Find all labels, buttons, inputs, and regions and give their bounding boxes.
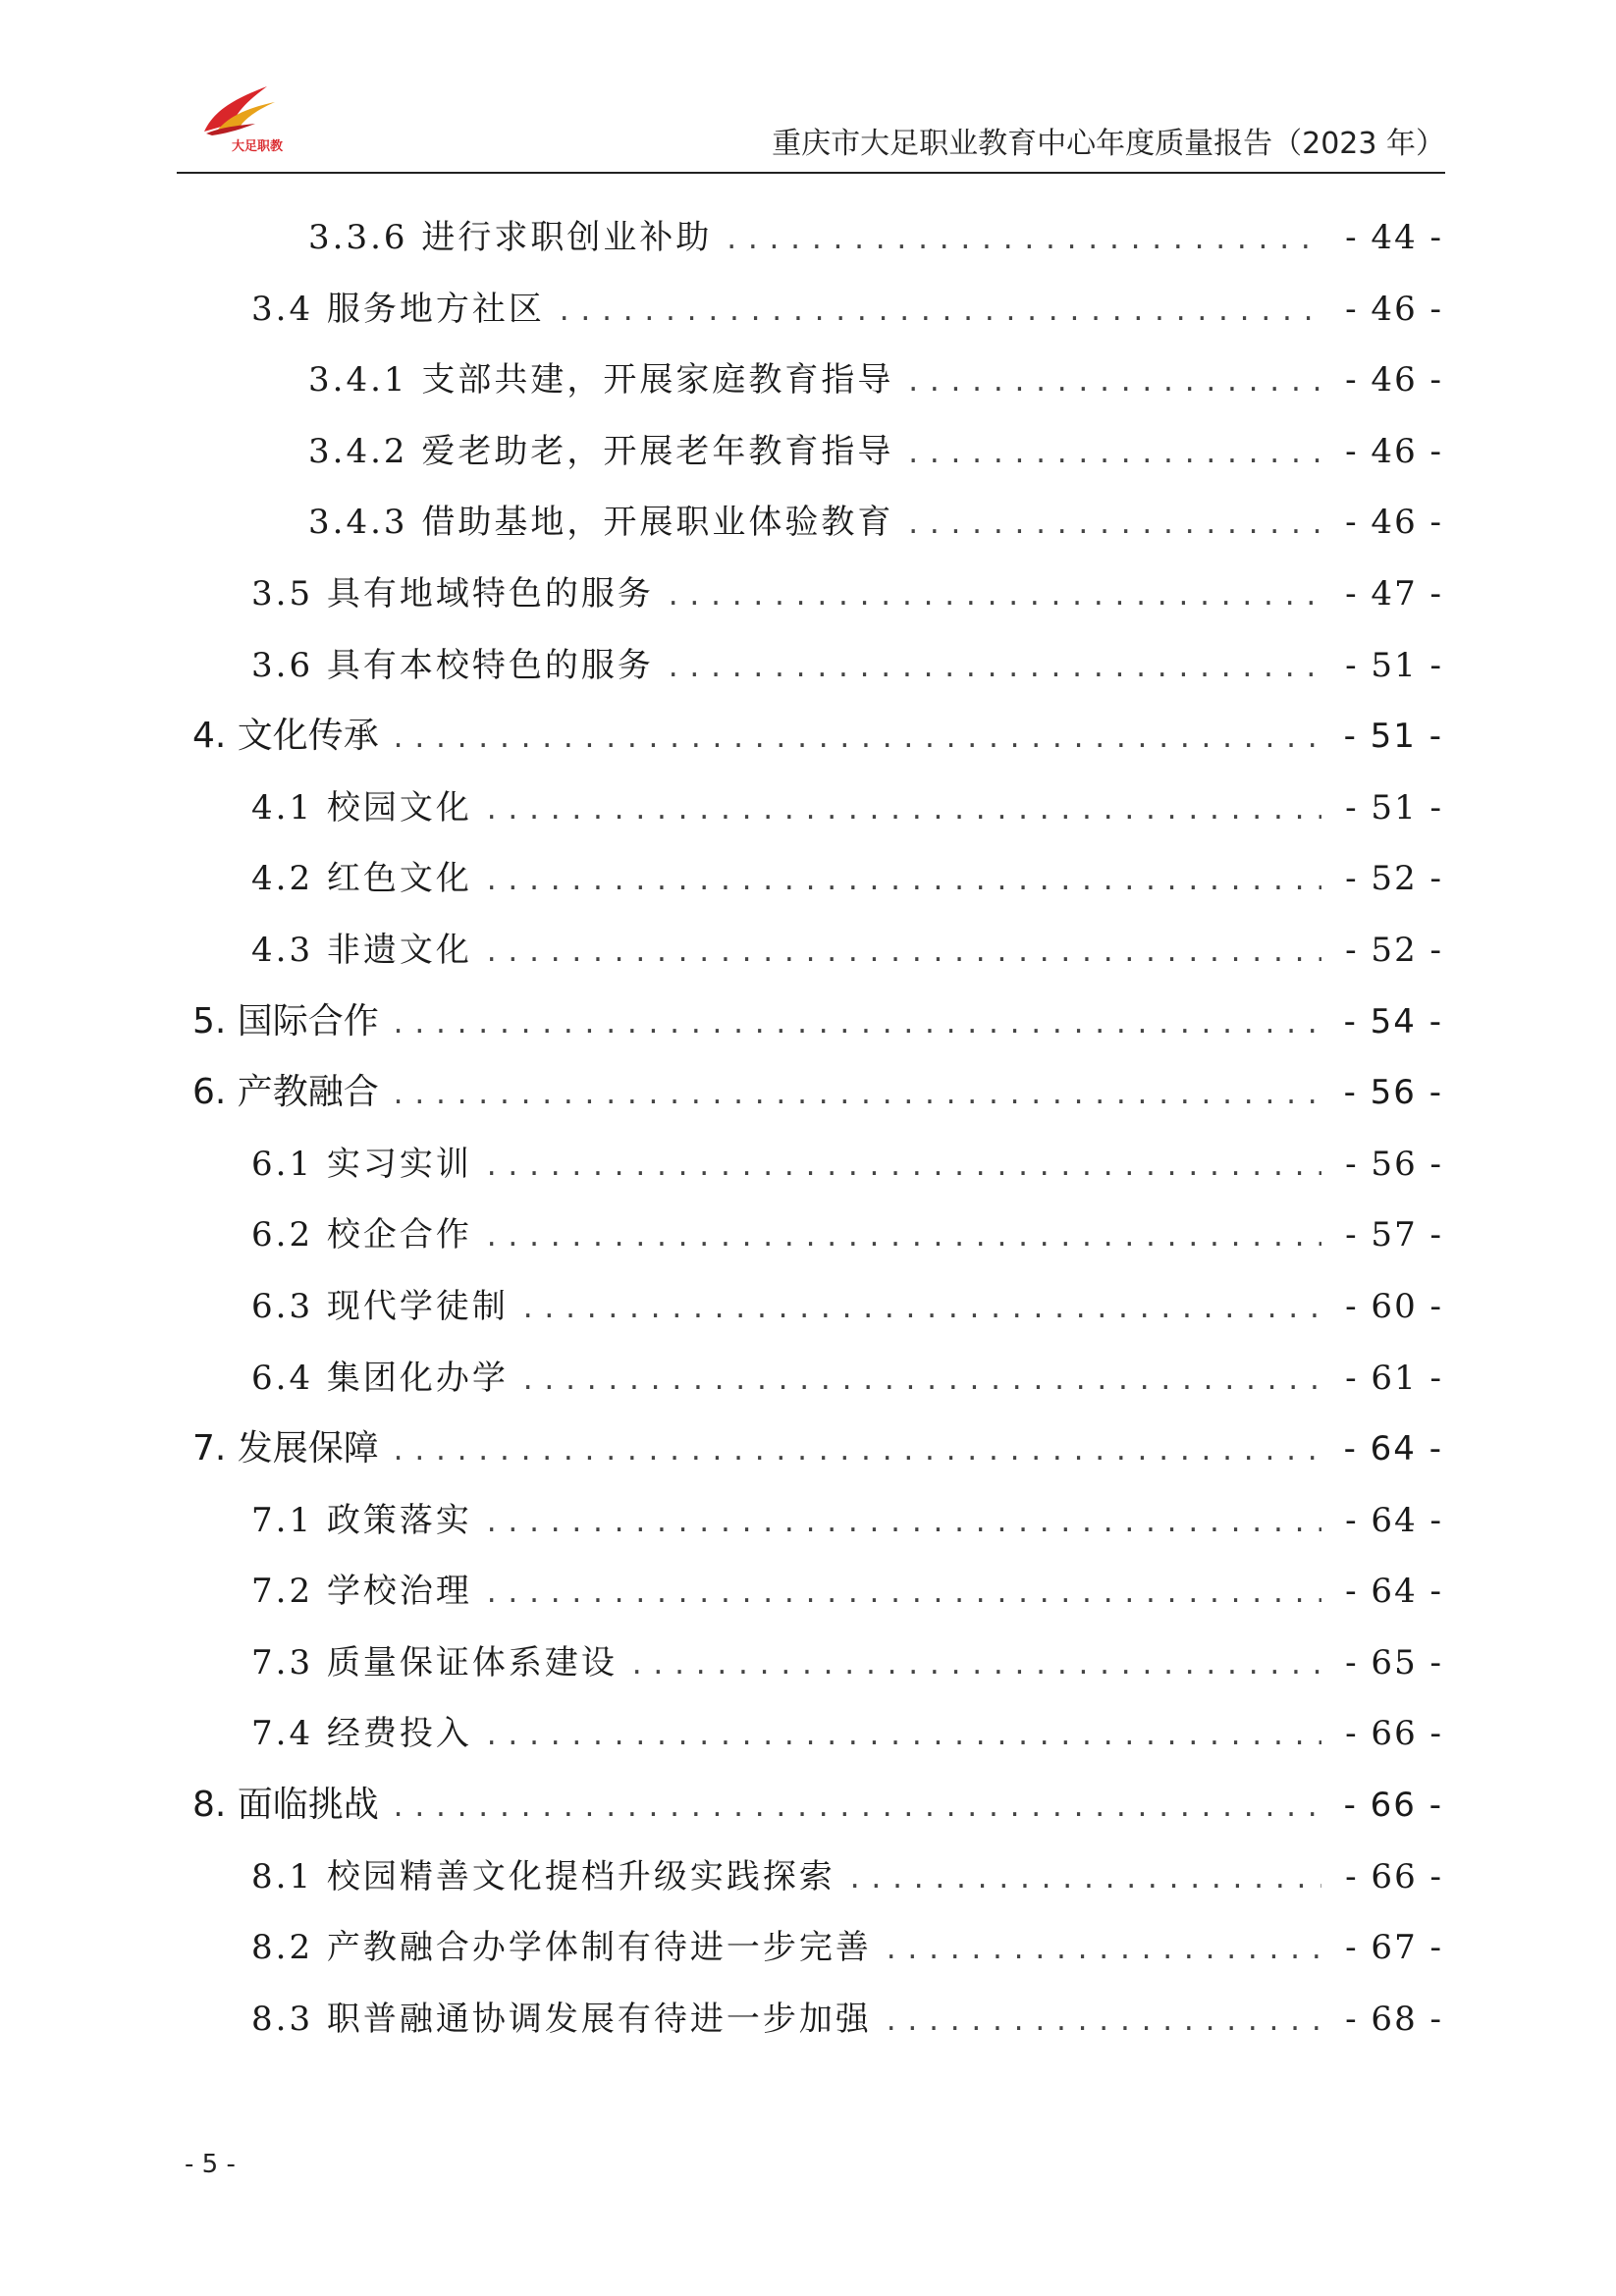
toc-entry-page: - 52 - <box>1345 930 1443 970</box>
toc-dot-leader <box>391 1060 1321 1132</box>
toc-entry[interactable] <box>187 1271 1443 1343</box>
toc-dot-leader <box>484 1202 1321 1274</box>
toc-entry[interactable] <box>187 1770 1443 1842</box>
toc-entry-page: - 46 - <box>1345 289 1443 329</box>
toc-entry[interactable] <box>187 1057 1443 1129</box>
toc-dot-leader <box>905 347 1321 419</box>
toc-dot-leader <box>666 561 1321 633</box>
toc-entry-page: - 64 - <box>1345 1500 1443 1540</box>
toc-entry-label: 4.2 红色文化 <box>251 859 472 899</box>
toc-entry-page: - 56 - <box>1345 1144 1443 1184</box>
toc-entry-label: 6. 产教融合 <box>192 1072 379 1113</box>
toc-dot-leader <box>484 846 1321 918</box>
toc-entry-label: 6.3 现代学徒制 <box>251 1286 509 1326</box>
toc-dot-leader <box>520 1274 1321 1346</box>
toc-entry[interactable] <box>187 915 1443 987</box>
toc-entry-page: - 66 - <box>1345 1856 1443 1896</box>
toc-dot-leader <box>557 277 1321 348</box>
toc-entry[interactable] <box>187 1912 1443 1984</box>
toc-entry[interactable] <box>187 701 1443 773</box>
toc-entry-label: 7.3 质量保证体系建设 <box>251 1642 618 1682</box>
toc-entry-label: 3.4 服务地方社区 <box>251 289 545 329</box>
toc-dot-leader <box>484 918 1321 989</box>
toc-entry[interactable] <box>187 1414 1443 1485</box>
toc-entry-page: - 57 - <box>1345 1215 1443 1255</box>
toc-dot-leader <box>484 1488 1321 1560</box>
toc-entry[interactable] <box>187 1698 1443 1770</box>
toc-entry-page: - 66 - <box>1345 1714 1443 1754</box>
toc-entry[interactable] <box>187 274 1443 346</box>
toc-dot-leader <box>391 704 1321 775</box>
toc-entry-page: - 46 - <box>1345 431 1443 471</box>
toc-entry-label: 6.4 集团化办学 <box>251 1358 509 1398</box>
toc-entry-label: 4. 文化传承 <box>192 716 379 757</box>
toc-dot-leader <box>391 989 1321 1061</box>
toc-entry[interactable] <box>187 1343 1443 1415</box>
toc-dot-leader <box>484 1701 1321 1773</box>
toc-dot-leader <box>484 775 1321 847</box>
toc-entry[interactable] <box>187 1556 1443 1628</box>
toc-dot-leader <box>666 633 1321 705</box>
toc-entry-page: - 68 - <box>1345 1999 1443 2039</box>
toc-entry-label: 6.1 实习实训 <box>251 1144 472 1184</box>
toc-entry-page: - 52 - <box>1345 859 1443 899</box>
toc-entry-label: 7.1 政策落实 <box>251 1500 472 1540</box>
toc-entry-label: 3.4.2 爱老助老，开展老年教育指导 <box>308 431 894 471</box>
toc-entry[interactable] <box>187 1628 1443 1699</box>
toc-entry-page: - 64 - <box>1343 1429 1443 1469</box>
toc-entry[interactable] <box>187 559 1443 630</box>
toc-entry[interactable] <box>187 1129 1443 1201</box>
toc-entry[interactable] <box>187 843 1443 915</box>
toc-entry-page: - 46 - <box>1345 503 1443 543</box>
toc-entry-page: - 47 - <box>1345 573 1443 614</box>
toc-entry-page: - 51 - <box>1345 645 1443 685</box>
toc-entry-page: - 54 - <box>1343 1001 1443 1041</box>
toc-dot-leader <box>391 1416 1321 1488</box>
phoenix-logo-icon <box>196 80 285 139</box>
toc-entry-label: 3.3.6 进行求职创业补助 <box>308 218 713 257</box>
toc-entry-label: 3.4.1 支部共建，开展家庭教育指导 <box>308 360 894 400</box>
toc-entry[interactable] <box>187 987 1443 1058</box>
toc-entry-page: - 61 - <box>1345 1358 1443 1398</box>
toc-entry-label: 3.4.3 借助基地，开展职业体验教育 <box>308 503 894 543</box>
toc-entry-page: - 60 - <box>1345 1286 1443 1326</box>
toc-entry-label: 6.2 校企合作 <box>251 1215 472 1255</box>
page-header <box>177 69 1445 174</box>
report-title: 重庆市大足职业教育中心年度质量报告（2023 年） <box>772 127 1445 161</box>
toc-entry-label: 4.1 校园文化 <box>251 787 472 828</box>
school-logo <box>196 80 285 159</box>
toc-entry-page: - 46 - <box>1345 360 1443 400</box>
toc-dot-leader <box>724 205 1321 277</box>
toc-entry-label: 7. 发展保障 <box>192 1428 379 1469</box>
toc-entry[interactable] <box>187 416 1443 488</box>
toc-dot-leader <box>905 490 1321 561</box>
logo-text: 大足职教 <box>232 139 284 154</box>
toc-dot-leader <box>884 1987 1321 2058</box>
toc-entry-label: 4.3 非遗文化 <box>251 930 472 970</box>
toc-entry[interactable] <box>187 345 1443 416</box>
toc-dot-leader <box>847 1844 1321 1916</box>
toc-entry-label: 5. 国际合作 <box>192 1000 379 1041</box>
toc-entry[interactable] <box>187 487 1443 559</box>
toc-entry-page: - 51 - <box>1345 787 1443 828</box>
toc-entry-label: 3.5 具有地域特色的服务 <box>251 573 654 614</box>
toc-entry[interactable] <box>187 630 1443 702</box>
toc-entry-page: - 66 - <box>1343 1786 1443 1826</box>
toc-entry-label: 8.2 产教融合办学体制有待进一步完善 <box>251 1928 872 1968</box>
toc-entry[interactable] <box>187 1984 1443 2056</box>
toc-entry[interactable] <box>187 1200 1443 1271</box>
toc-dot-leader <box>905 419 1321 491</box>
toc-entry-label: 3.6 具有本校特色的服务 <box>251 645 654 685</box>
toc-entry[interactable] <box>187 773 1443 844</box>
toc-entry-page: - 56 - <box>1343 1073 1443 1113</box>
table-of-contents <box>187 202 1443 2055</box>
toc-entry-page: - 44 - <box>1345 218 1443 257</box>
toc-entry-label: 8.1 校园精善文化提档升级实践探索 <box>251 1856 835 1896</box>
toc-entry-page: - 51 - <box>1343 717 1443 757</box>
page-number: - 5 - <box>185 2150 236 2179</box>
toc-entry-page: - 65 - <box>1345 1642 1443 1682</box>
toc-dot-leader <box>884 1915 1321 1987</box>
toc-dot-leader <box>391 1773 1321 1844</box>
toc-entry-page: - 64 - <box>1345 1572 1443 1612</box>
toc-entry[interactable] <box>187 1842 1443 1913</box>
toc-entry-label: 8.3 职普融通协调发展有待进一步加强 <box>251 1999 872 2039</box>
toc-entry[interactable] <box>187 202 1443 274</box>
toc-entry-label: 7.4 经费投入 <box>251 1714 472 1754</box>
toc-entry-label: 8. 面临挑战 <box>192 1785 379 1826</box>
toc-entry-page: - 67 - <box>1345 1928 1443 1968</box>
toc-entry-label: 7.2 学校治理 <box>251 1572 472 1612</box>
toc-entry[interactable] <box>187 1485 1443 1557</box>
toc-dot-leader <box>629 1630 1321 1702</box>
toc-dot-leader <box>484 1132 1321 1203</box>
toc-dot-leader <box>520 1346 1321 1417</box>
toc-dot-leader <box>484 1559 1321 1630</box>
